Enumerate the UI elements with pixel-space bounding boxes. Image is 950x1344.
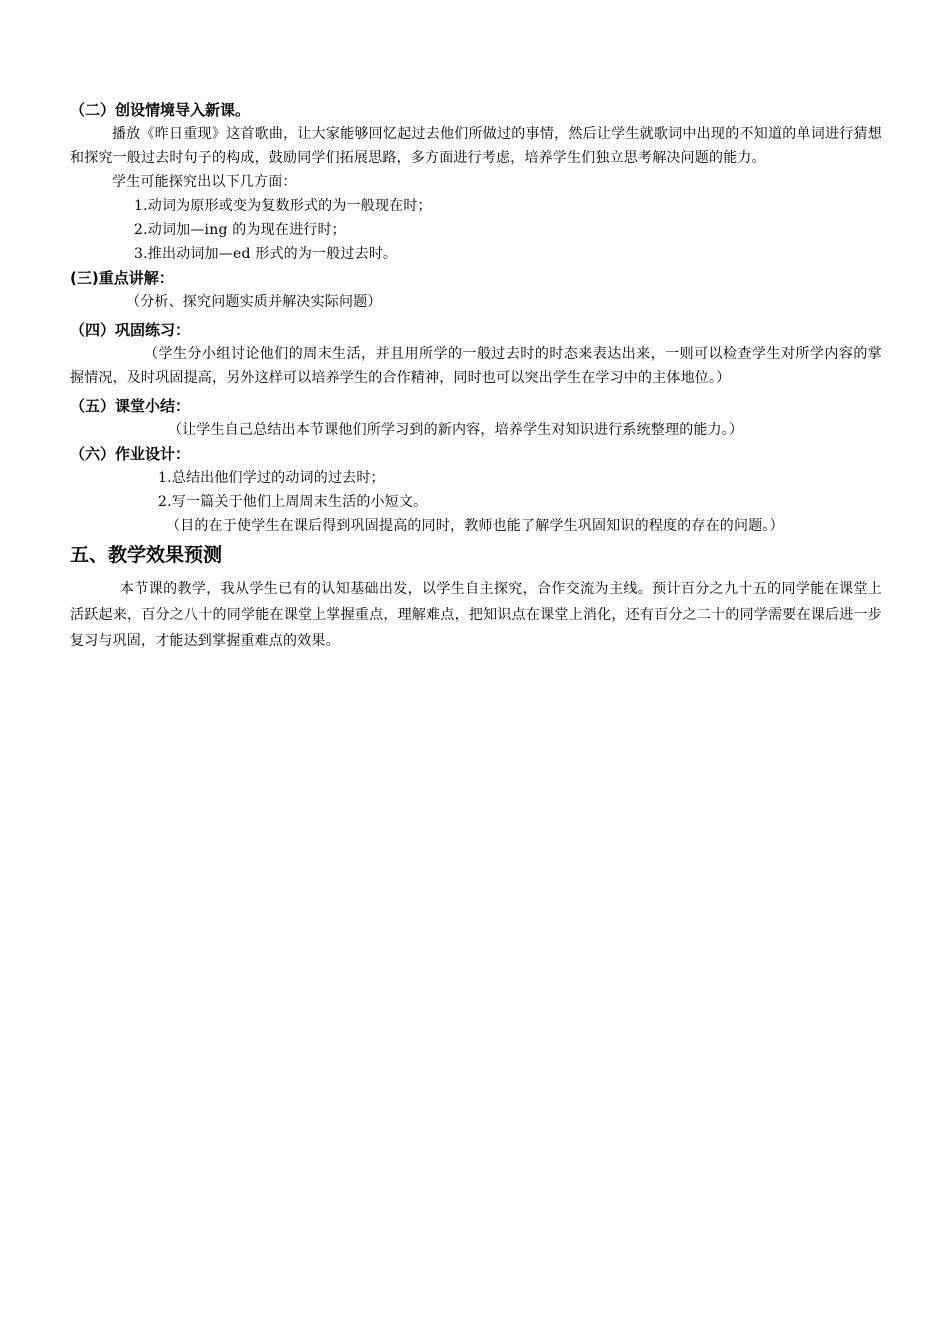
section-2-intro: 学生可能探究出以下几方面：	[112, 174, 297, 190]
part-5-paragraph: 本节课的教学，我从学生已有的认知基础出发，以学生自主探究，合作交流为主线。预计百分之九十五的同学能在课堂上活跃起来，百分之八十的同学能在课堂上掌握重点，理解难点，把知识点在课堂上消化，还有百分之二十的同学需要在课后进一步复习与巩固，才能达到掌握重难点的效果。	[70, 581, 882, 649]
section-5-paragraph: （让学生自己总结出本节课他们所学习到的新内容，培养学生对知识进行系统整理的能力。）	[168, 422, 744, 438]
section-6-item-2: 2.写一篇关于他们上周周末生活的小短文。	[158, 494, 428, 510]
section-4-heading: （四）巩固练习：	[70, 321, 191, 339]
section-2-item-1: 1.动词为原形或变为复数形式的为一般现在时；	[134, 198, 432, 214]
part-5-heading: 五、教学效果预测	[70, 544, 223, 566]
section-6-note: （目的在于使学生在课后得到巩固提高的同时，教师也能了解学生巩固知识的程度的存在的问题。）	[166, 518, 784, 534]
section-2-item-3: 3.推出动词加—ed 形式的为一般过去时。	[134, 246, 398, 262]
section-5-heading: （五）课堂小结：	[70, 397, 191, 415]
section-6-item-1: 1.总结出他们学过的动词的过去时；	[158, 470, 385, 486]
section-2-heading: （二）创设情境导入新课。	[70, 101, 251, 119]
section-6-heading: （六）作业设计：	[70, 445, 191, 463]
section-2-paragraph: 播放《昨日重现》这首歌曲，让大家能够回忆起过去他们所做过的事情，然后让学生就歌词中出现的不知道的单词进行猜想和探究一般过去时句子的构成，鼓励同学们拓展思路，多方面进行考虑，培养学生们独立思考解决问题的能力。	[70, 126, 882, 166]
section-3-heading: (三)重点讲解：	[70, 269, 174, 287]
section-2-item-2: 2.动词加—ing 的为现在进行时；	[134, 222, 346, 238]
section-4-paragraph: （学生分小组讨论他们的周末生活，并且用所学的一般过去时的时态来表达出来，一则可以检查学生对所学内容的掌握情况，及时巩固提高，另外这样可以培养学生的合作精神，同时也可以突出学生在学习中的主体地位。）	[70, 346, 882, 386]
document-body	[70, 98, 882, 654]
section-3-note: （分析、探究问题实质并解决实际问题）	[126, 294, 382, 310]
